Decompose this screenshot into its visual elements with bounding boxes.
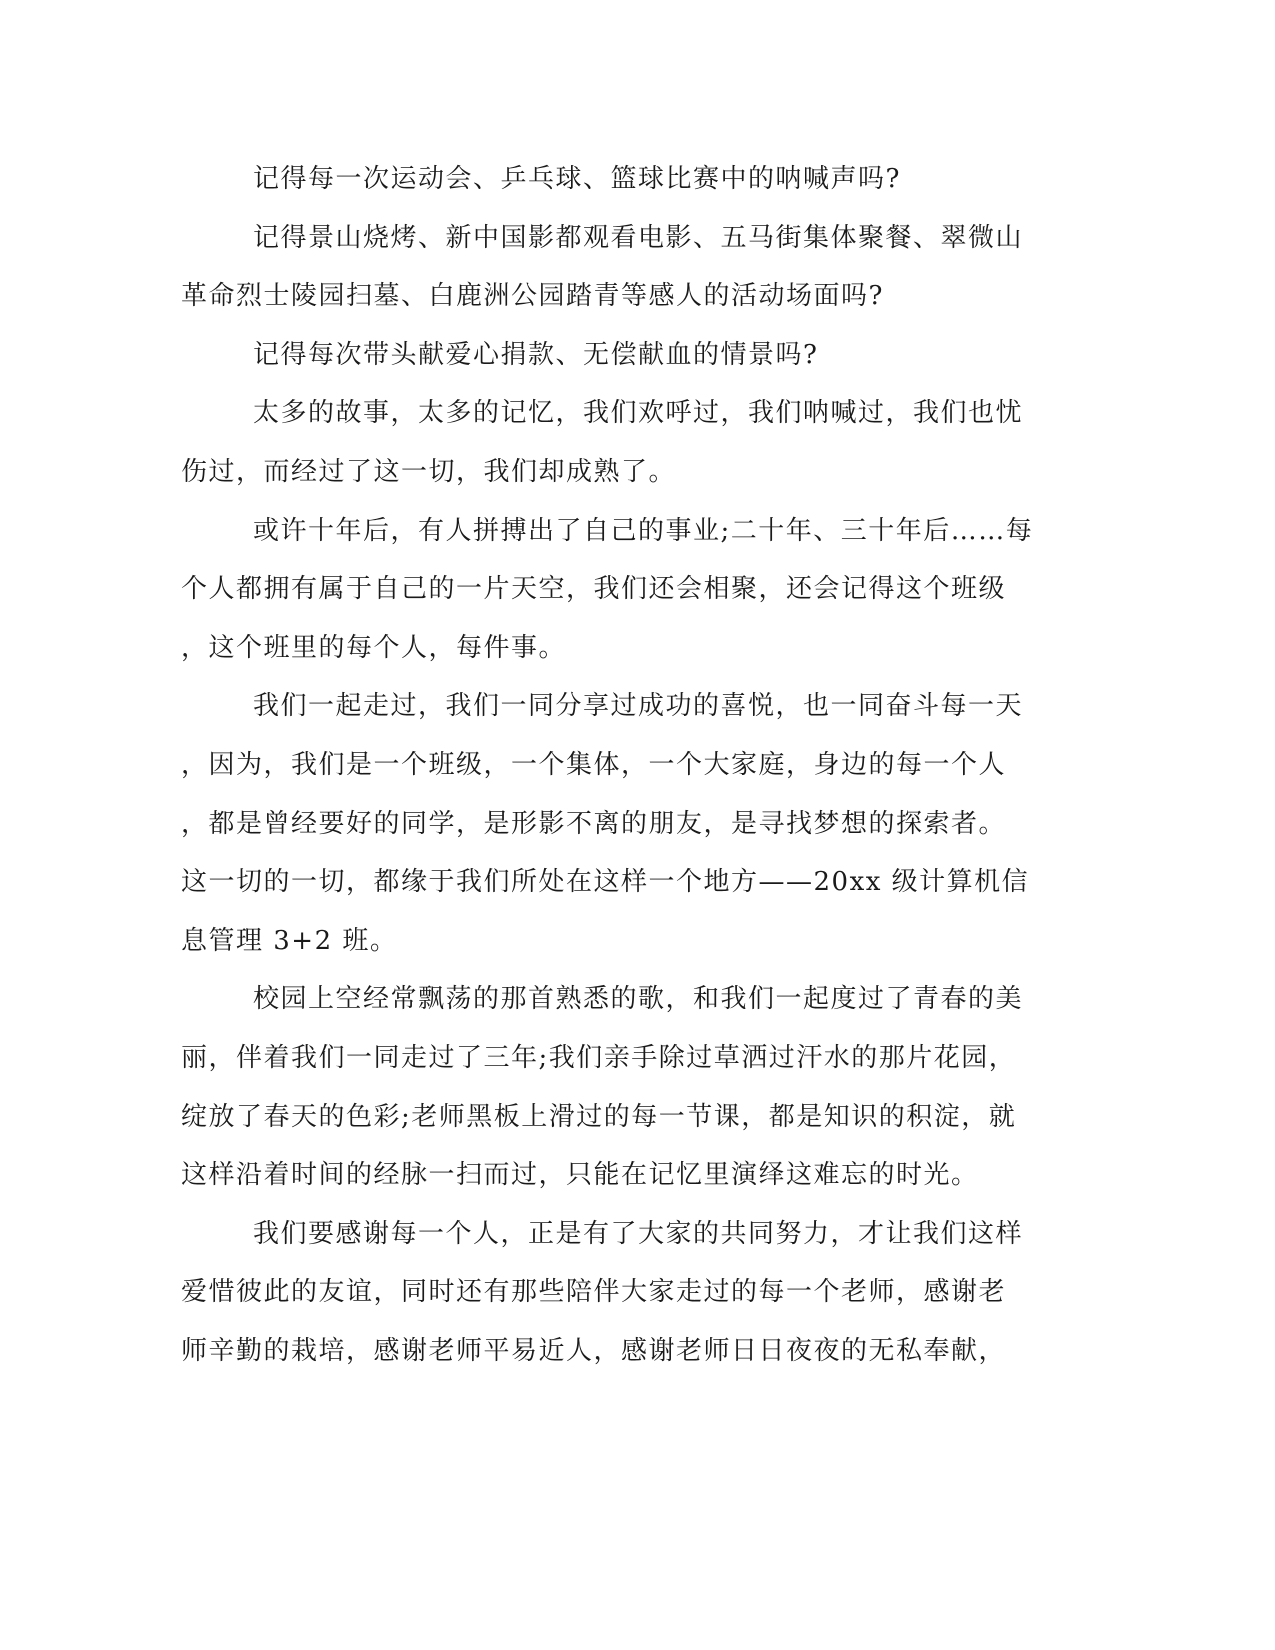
text-line: 息管理 3+2 班。 (181, 925, 398, 956)
text-line: 或许十年后，有人拼搏出了自己的事业;二十年、三十年后……每 (253, 515, 1034, 546)
text-line: 这一切的一切，都缘于我们所处在这样一个地方——20xx 级计算机信 (181, 867, 1030, 898)
text-line: 丽，伴着我们一同走过了三年;我们亲手除过草洒过汗水的那片花园， (181, 1042, 1017, 1073)
text-line: 我们一起走过，我们一同分享过成功的喜悦，也一同奋斗每一天 (253, 691, 1024, 722)
text-line: 革命烈士陵园扫墓、白鹿洲公园踏青等感人的活动场面吗? (181, 281, 884, 312)
text-line: ，因为，我们是一个班级，一个集体，一个大家庭，身边的每一个人 (181, 749, 1007, 780)
text-line: 我们要感谢每一个人，正是有了大家的共同努力，才让我们这样 (253, 1218, 1024, 1249)
text-line: 记得景山烧烤、新中国影都观看电影、五马街集体聚餐、翠微山 (253, 222, 1024, 253)
text-line: ，这个班里的每个人，每件事。 (181, 632, 567, 663)
text-line: 伤过，而经过了这一切，我们却成熟了。 (181, 456, 677, 487)
text-line: 校园上空经常飘荡的那首熟悉的歌，和我们一起度过了青春的美 (253, 984, 1024, 1015)
text-line: 这样沿着时间的经脉一扫而过，只能在记忆里演绎这难忘的时光。 (181, 1160, 979, 1191)
text-line: 太多的故事，太多的记忆，我们欢呼过，我们呐喊过，我们也忧 (253, 398, 1024, 429)
text-line: 师辛勤的栽培，感谢老师平易近人，感谢老师日日夜夜的无私奉献， (181, 1335, 1007, 1366)
text-line: 记得每次带头献爱心捐款、无偿献血的情景吗? (253, 339, 819, 370)
text-line: 个人都拥有属于自己的一片天空，我们还会相聚，还会记得这个班级 (181, 574, 1007, 605)
text-line: ，都是曾经要好的同学，是形影不离的朋友，是寻找梦想的探索者。 (181, 808, 1007, 839)
document-body (181, 150, 1034, 1380)
text-line: 记得每一次运动会、乒乓球、篮球比赛中的呐喊声吗? (253, 164, 901, 194)
text-line: 绽放了春天的色彩;老师黑板上滑过的每一节课，都是知识的积淀，就 (181, 1101, 1017, 1132)
text-line: 爱惜彼此的友谊，同时还有那些陪伴大家走过的每一个老师，感谢老 (181, 1277, 1007, 1308)
